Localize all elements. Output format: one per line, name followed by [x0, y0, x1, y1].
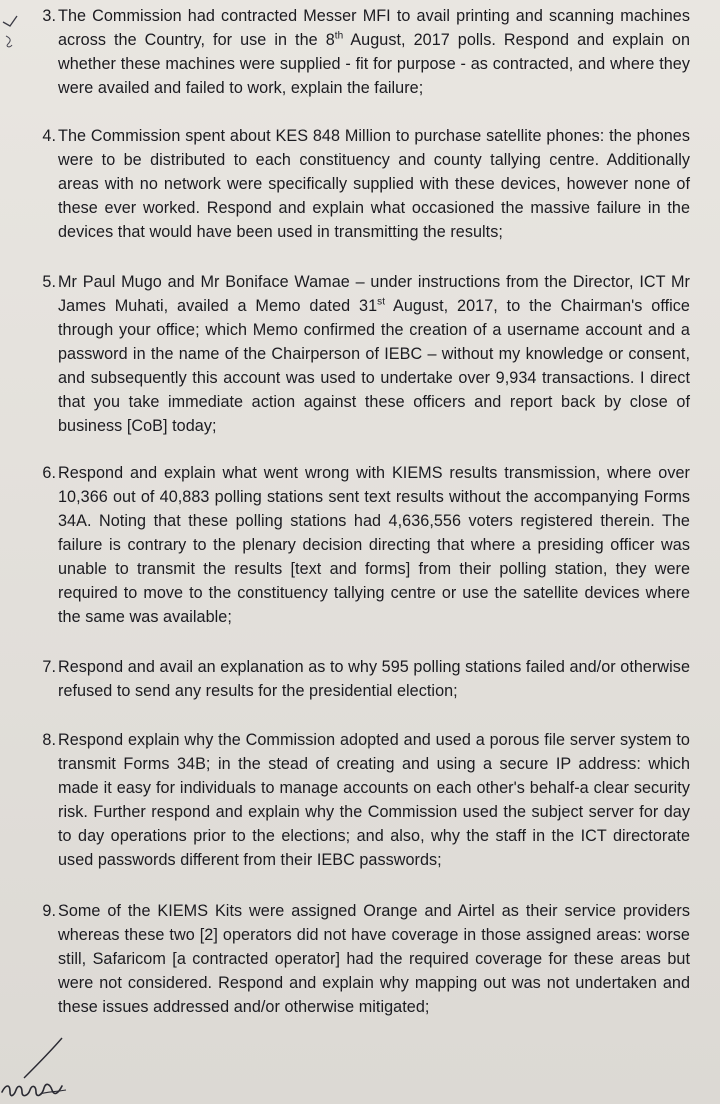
item-number: 3. [42, 7, 56, 25]
item-number: 4. [42, 127, 56, 145]
item-number: 7. [42, 658, 56, 676]
list-item [30, 728, 690, 872]
item-text: Respond explain why the Commission adopted and used a porous file server system to transmit Forms 34B; in the stead of creating and using a secure IP address: which made it easy for individuals to manage accounts on each other's behalf-a clear security risk. Further respond and explain why the Commission used the subject server for day to day operations prior to the elections; and also, why the staff in the ICT directorate used passwords different from their IEBC passwords; [58, 731, 690, 869]
margin-tick-mark-icon [0, 14, 28, 50]
list-item [30, 4, 690, 100]
list-item [30, 124, 690, 244]
item-number: 8. [42, 731, 56, 749]
item-text: The Commission spent about KES 848 Million to purchase satellite phones: the phones were to be distributed to each constituency and county tallying centre. Additionally areas with no network were specifically supplied with these devices, however none of these ever worked. Respond and explain what occasioned the massive failure in the devices that would have been used in transmitting the results; [58, 127, 690, 241]
item-text: Respond and avail an explanation as to why 595 polling stations failed and/or otherwise refused to send any results for the presidential election; [58, 658, 690, 700]
item-number: 9. [42, 902, 56, 920]
item-number: 5. [42, 273, 56, 291]
list-item [30, 270, 690, 438]
item-text: The Commission had contracted Messer MFI to avail printing and scanning machines across the Country, for use in the 8th August, 2017 polls. Respond and explain on whether these machines were supplied - fit for purpose - as contracted, and where they were availed and failed to work, explain the failure; [58, 7, 690, 97]
list-item [30, 655, 690, 703]
item-text: Some of the KIEMS Kits were assigned Orange and Airtel as their service providers whereas these two [2] operators did not have coverage in those assigned areas: worse still, Safaricom [a contracted operator] had the required coverage for these areas but were not considered. Respond and explain why mapping out was not undertaken and these issues addressed and/or otherwise mitigated; [58, 902, 690, 1016]
list-item [30, 461, 690, 629]
item-number: 6. [42, 464, 56, 482]
item-text: Respond and explain what went wrong with KIEMS results transmission, where over 10,366 out of 40,883 polling stations sent text results without the accompanying Forms 34A. Noting that these polling stations had 4,636,556 voters registered therein. The failure is contrary to the plenary decision directing that where a presiding officer was unable to transmit the results [text and forms] from their polling station, they were required to move to the constituency tallying centre or use the satellite devices where the same was available; [58, 464, 690, 626]
signature-icon [0, 1034, 90, 1104]
list-item [30, 899, 690, 1019]
item-text: Mr Paul Mugo and Mr Boniface Wamae – under instructions from the Director, ICT Mr James Muhati, availed a Memo dated 31st August, 2017, to the Chairman's office through your office; which Memo confirmed the creation of a username account and a password in the name of the Chairperson of IEBC – without my knowledge or consent, and subsequently this account was used to undertake over 9,934 transactions. I direct that you take immediate action against these officers and report back by close of business [CoB] today; [58, 273, 690, 435]
